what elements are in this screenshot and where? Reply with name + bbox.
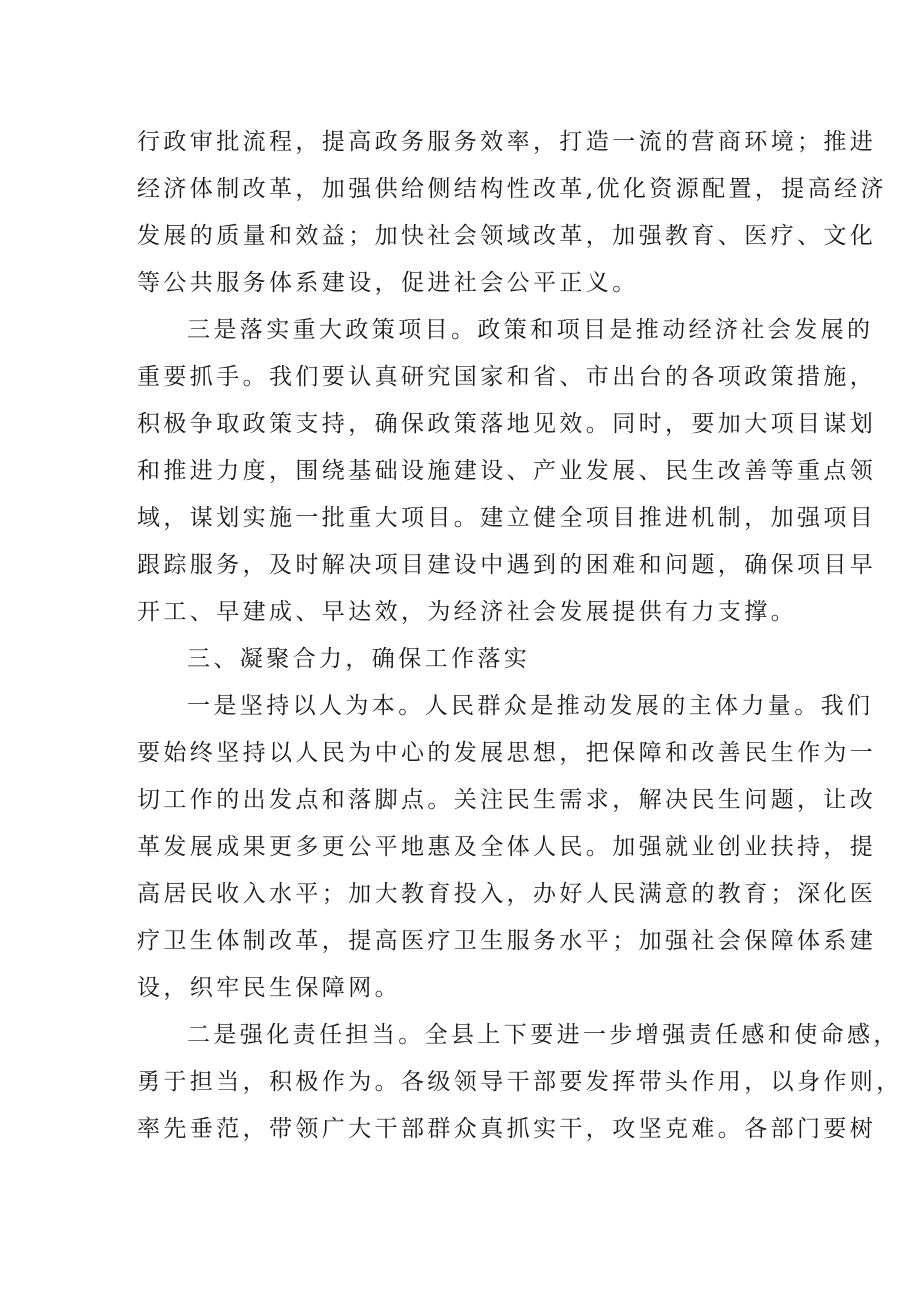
text-line: 三是落实重大政策项目。政策和项目是推动经济社会发展的 [187, 317, 874, 343]
text-line: 发展的质量和效益；加快社会领域改革，加强教育、医疗、文化 [137, 223, 877, 249]
paragraph-responsibility [137, 1012, 903, 1153]
text-line: 率先垂范，带领广大干部群众真抓实干，攻坚克难。各部门要树 [137, 1116, 877, 1142]
text-line: 三、凝聚合力，确保工作落实 [187, 646, 531, 672]
text-line: 域，谋划实施一批重大项目。建立健全项目推进机制，加强项目 [137, 505, 877, 531]
text-line: 开工、早建成、早达效，为经济社会发展提供有力支撑。 [137, 599, 797, 625]
paragraph-policy-projects [137, 307, 877, 636]
text-line: 和推进力度，围绕基础设施建设、产业发展、民生改善等重点领 [137, 458, 877, 484]
text-line: 疗卫生体制改革，提高医疗卫生服务水平；加强社会保障体系建 [137, 928, 877, 954]
text-line: 要始终坚持以人民为中心的发展思想，把保障和改善民生作为一 [137, 740, 877, 766]
text-line: 行政审批流程，提高政务服务效率，打造一流的营商环境；推进 [137, 129, 877, 155]
paragraph-reform-continued [137, 119, 887, 307]
text-line: 设，织牢民生保障网。 [137, 975, 401, 1001]
text-line: 重要抓手。我们要认真研究国家和省、市出台的各项政策措施， [137, 364, 877, 390]
text-line: 二是强化责任担当。全县上下要进一步增强责任感和使命感， [187, 1022, 900, 1048]
text-line: 一是坚持以人为本。人民群众是推动发展的主体力量。我们 [187, 693, 874, 719]
text-line: 等公共服务体系建设，促进社会公平正义。 [137, 270, 639, 296]
text-line: 勇于担当，积极作为。各级领导干部要发挥带头作用，以身作则， [137, 1069, 903, 1095]
document-body [137, 119, 903, 1153]
text-line: 经济体制改革，加强供给侧结构性改革,优化资源配置，提高经济 [137, 176, 887, 202]
text-line: 切工作的出发点和落脚点。关注民生需求，解决民生问题，让改 [137, 787, 877, 813]
text-line: 跟踪服务，及时解决项目建设中遇到的困难和问题，确保项目早 [137, 552, 877, 578]
paragraph-people-centered [137, 683, 877, 1012]
text-line: 革发展成果更多更公平地惠及全体人民。加强就业创业扶持，提 [137, 834, 877, 860]
text-line: 积极争取政策支持，确保政策落地见效。同时，要加大项目谋划 [137, 411, 877, 437]
text-line: 高居民收入水平；加大教育投入，办好人民满意的教育；深化医 [137, 881, 877, 907]
section-heading [137, 636, 797, 683]
